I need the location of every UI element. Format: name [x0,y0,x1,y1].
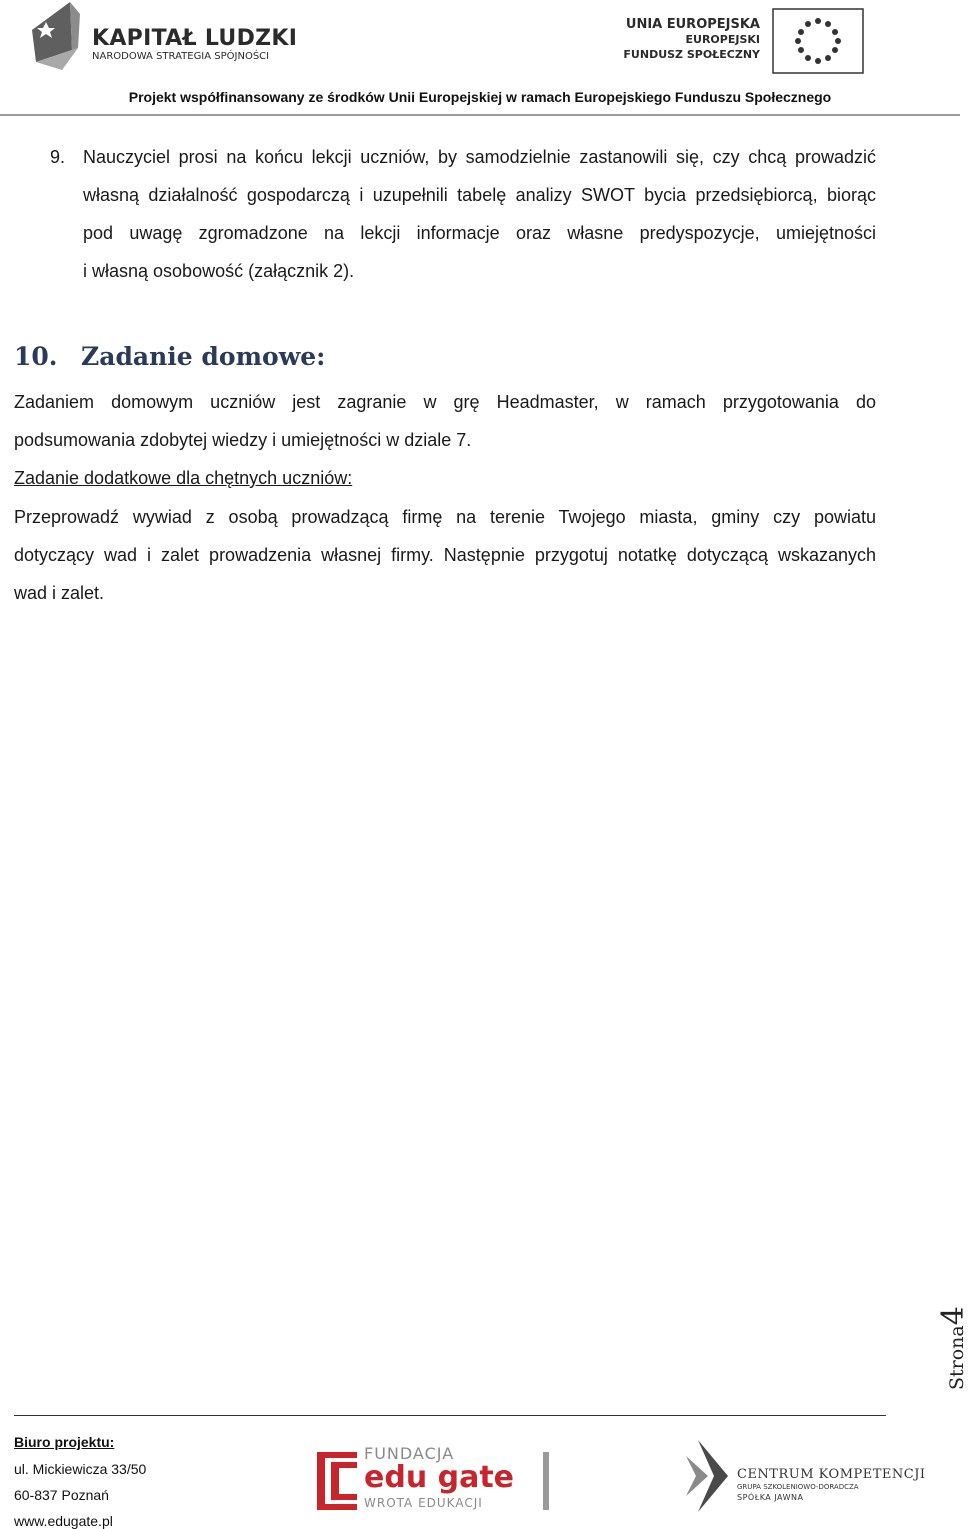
item-9-number: 9. [50,147,66,167]
item-9-line: własną działalność gospodarczą i uzupełnili tabelę analizy SWOT bycia przedsiębiorcą, biorąc [83,185,876,205]
item-9-line: i własną osobowość (załącznik 2). [83,261,355,281]
item-9-line: pod uwagę zgromadzone na lekcji informacje oraz własne predyspozycje, umiejętności [83,223,876,243]
page-number-label: Strona [946,1325,968,1390]
homework-line: podsumowania zdobytej wiedzy i umiejętności w dziale 7. [14,430,472,450]
eu-line3: FUNDUSZ SPOŁECZNY [623,48,760,61]
extra-task-line: dotyczący wad i zalet prowadzenia własnej firmy. Następnie przygotuj notatkę dotyczącą wskazanych [14,545,876,565]
office-address-street: ul. Mickiewicza 33/50 [14,1461,147,1477]
project-cofinancing-line: Projekt współfinansowany ze środków Unii Europejskiej w ramach Europejskiego Funduszu Społecznego [128,89,832,105]
website-link[interactable]: www.edugate.pl [14,1513,113,1529]
edugate-main-text: edu gate [364,1460,515,1495]
edugate-top-text: FUNDACJA [364,1444,455,1463]
section-10-heading [14,342,325,371]
edugate-bottom-text: WROTA EDUKACJI [364,1496,483,1510]
section-10-number: 10. [14,342,58,371]
page-number-value: 4 [936,1306,971,1326]
extra-task-line: Przeprowadź wywiad z osobą prowadzącą firmę na terenie Twojego miasta, gminy czy powiatu [14,507,876,527]
extra-task-heading: Zadanie dodatkowe dla chętnych uczniów: [14,468,353,488]
eu-flag-icon [772,8,864,74]
extra-task-line: wad i zalet. [14,583,105,603]
header-divider [0,114,960,116]
centrum-kompetencji-group: GRUPA SZKOLENIOWO-DORADCZA [737,1483,859,1491]
kapital-ludzki-subtitle: NARODOWA STRATEGIA SPÓJNOŚCI [92,51,270,62]
centrum-kompetencji-logo-icon [684,1436,734,1516]
office-heading: Biuro projektu: [14,1434,115,1450]
page-number [936,1300,971,1390]
centrum-kompetencji-type: SPÓŁKA JAWNA [737,1493,804,1502]
office-address-city: 60-837 Poznań [14,1487,109,1503]
centrum-kompetencji-name: CENTRUM KOMPETENCJI [737,1467,926,1482]
eu-line1: UNIA EUROPEJSKA [625,17,760,32]
kapital-ludzki-title: KAPITAŁ LUDZKI [92,26,298,51]
homework-line: Zadaniem domowym uczniów jest zagranie w grę Headmaster, w ramach przygotowania do [14,392,876,412]
section-10-title: Zadanie domowe: [81,342,326,371]
footer-divider [14,1415,886,1416]
item-9-line: Nauczyciel prosi na końcu lekcji uczniów, by samodzielnie zastanowili się, czy chcą prowadzić [83,147,876,167]
eu-line2: EUROPEJSKI [685,33,760,46]
